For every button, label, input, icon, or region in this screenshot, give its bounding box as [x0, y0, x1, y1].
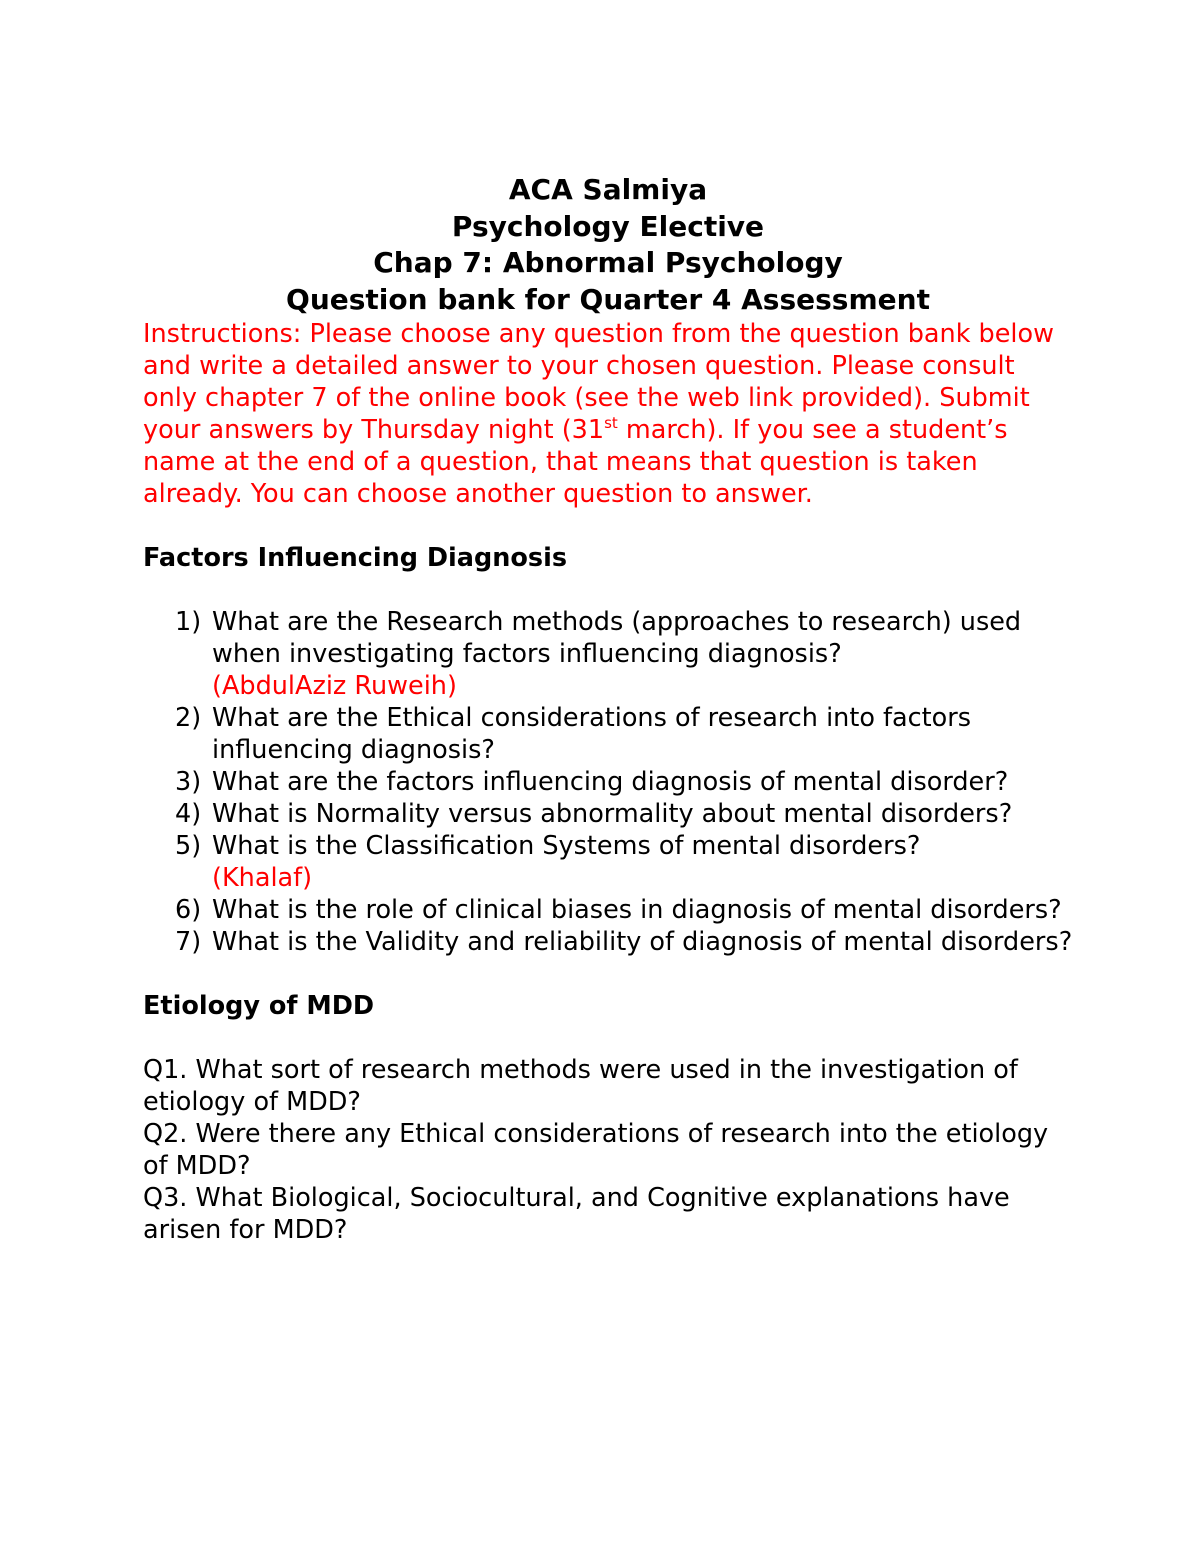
taken-by-label: (AbdulAziz Ruweih) — [212, 671, 457, 701]
list-item-number: 5) — [175, 831, 202, 861]
list-item-text: What is Normality versus abnormality about mental disorders? — [212, 799, 1013, 829]
list-item-number: 1) — [175, 607, 202, 637]
list-item: Q1. What sort of research methods were used in the investigation of etiology of MDD? — [143, 1055, 1018, 1117]
instructions-text-end: march). If you see a student’s name at the end of a question, that means that question is taken already. You can choose another question to answer. — [143, 415, 1008, 509]
list-item — [143, 766, 1073, 798]
list-item — [143, 702, 1073, 766]
list-item — [143, 798, 1073, 830]
page-title: Question bank for Quarter 4 Assessment — [286, 282, 930, 316]
list-item-number: 3) — [175, 767, 202, 797]
document-page — [143, 172, 1073, 1246]
list-item-text: What are the factors influencing diagnosis of mental disorder? — [212, 767, 1009, 797]
list-item — [143, 830, 1073, 894]
list-item-number: 7) — [175, 927, 202, 957]
list-item: Q2. Were there any Ethical considerations of research into the etiology of MDD? — [143, 1119, 1049, 1181]
diagnosis-question-list — [143, 606, 1073, 958]
list-item-number: 2) — [175, 703, 202, 733]
list-item-number: 4) — [175, 799, 202, 829]
list-item-text: What is the Validity and reliability of diagnosis of mental disorders? — [212, 927, 1073, 957]
list-item-text: What is the role of clinical biases in diagnosis of mental disorders? — [212, 895, 1062, 925]
section-heading-diagnosis: Factors Influencing Diagnosis — [143, 543, 568, 573]
course-name: Psychology Elective — [451, 209, 765, 243]
document-title-block — [143, 172, 1073, 318]
list-item: Q3. What Biological, Sociocultural, and Cognitive explanations have arisen for MDD? — [143, 1183, 1010, 1245]
taken-by-label: (Khalaf) — [212, 863, 313, 893]
list-item-text: What are the Research methods (approaches to research) used when investigating factors influencing diagnosis? — [212, 607, 1022, 669]
instructions-paragraph — [143, 318, 1073, 510]
list-item-text: What is the Classification Systems of mental disorders? — [212, 831, 921, 861]
mdd-question-list — [143, 1054, 1073, 1246]
chapter-title: Chap 7: Abnormal Psychology — [373, 246, 843, 279]
list-item — [143, 926, 1073, 958]
list-item — [143, 606, 1073, 702]
section-heading-mdd: Etiology of MDD — [143, 991, 375, 1021]
instructions-text-start: Instructions: Please choose any question from the question bank below and write a detailed answer to your chosen question. Please consult only chapter 7 of the online book (see the web link provided). Submit your answers by Thursday night (31 — [143, 319, 1054, 445]
list-item-text: What are the Ethical considerations of research into factors influencing diagnosis? — [212, 703, 972, 765]
list-item — [143, 894, 1073, 926]
instructions-superscript: st — [604, 414, 618, 432]
school-name: ACA Salmiya — [508, 173, 708, 206]
list-item-number: 6) — [175, 895, 202, 925]
